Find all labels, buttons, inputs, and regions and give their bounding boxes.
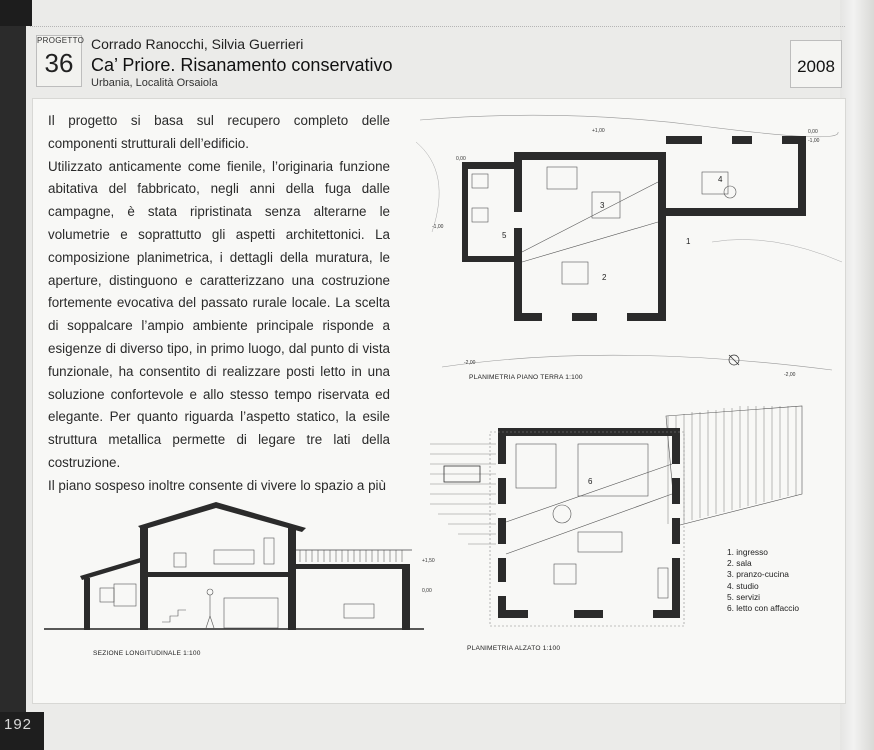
level-mark: -2,00 [784,372,796,378]
level-mark: +1,00 [592,128,605,134]
body-paragraph: Il piano sospeso inoltre consente di vivere lo spazio a più [48,477,386,493]
project-number: 36 [44,48,74,78]
legend-item: 4. studio [727,580,759,591]
room-number: 2 [602,273,607,282]
level-mark: -1,00 [808,138,820,144]
project-location: Urbania, Località Orsaiola [91,77,218,89]
room-number: 6 [588,477,593,486]
room-number: 3 [600,201,605,210]
body-text [48,110,390,498]
project-label: PROGETTO [37,36,85,45]
body-paragraph: Utilizzato anticamente come fienile, l’originaria funzione abitativa del fabbricato, negli anni della fuga dalle campagne, è stata ripristinata senza alterarne le volumetrie e soprattutto gli aspetti architettonici. La composizione planimetrica, i dettagli della muratura, le aperture, distinguono e caratterizzano una costruzione fortemente evocativa del passato rurale locale. La scelta di soppalcare l’ampio ambiente principale risponde a esigenze di diverso tipo, in primo luogo, dal punto di vista funzionale, ha consentito di realizzare posti letto in una soluzione confortevole e allo stesso tempo riservata ed elegante. Per quanto riguarda l’aspetto statico, la esile struttura metallica permette di legare tre lati della costruzione. [48,158,390,470]
gutter-top-block [0,0,32,26]
room-number: 4 [718,175,723,184]
legend-item: 2. sala [727,558,752,569]
project-authors: Corrado Ranocchi, Silvia Guerrieri [91,36,304,52]
level-mark: -2,00 [464,360,476,366]
ground-floor-plan-drawing [412,112,844,382]
upper-floor-plan-label: PLANIMETRIA ALZATO 1:100 [467,645,561,652]
project-title: Ca’ Priore. Risanamento conservativo [91,55,393,75]
header-divider [30,26,845,27]
level-mark: +1,50 [422,558,435,564]
room-number: 5 [502,231,507,240]
section-label: SEZIONE LONGITUDINALE 1:100 [93,650,201,657]
legend-item: 5. servizi [727,591,761,602]
level-mark: -1,00 [432,224,444,230]
legend-item: 1. ingresso [727,547,768,557]
legend-item: 6. letto con affaccio [727,603,800,614]
body-paragraph: Il progetto si basa sul recupero completo delle componenti strutturali dell’edificio. [48,113,390,151]
longitudinal-section-drawing [44,498,444,638]
page-number: 192 [4,716,33,733]
legend-item: 3. pranzo-cucina [727,569,789,580]
level-mark: 0,00 [808,129,818,135]
level-mark: 0,00 [422,588,432,594]
page-gutter [0,0,26,750]
project-year: 2008 [797,57,835,76]
ground-floor-plan-label: PLANIMETRIA PIANO TERRA 1:100 [469,374,583,381]
room-number: 1 [686,237,691,246]
room-legend [727,547,799,614]
level-mark: 0,00 [456,156,466,162]
